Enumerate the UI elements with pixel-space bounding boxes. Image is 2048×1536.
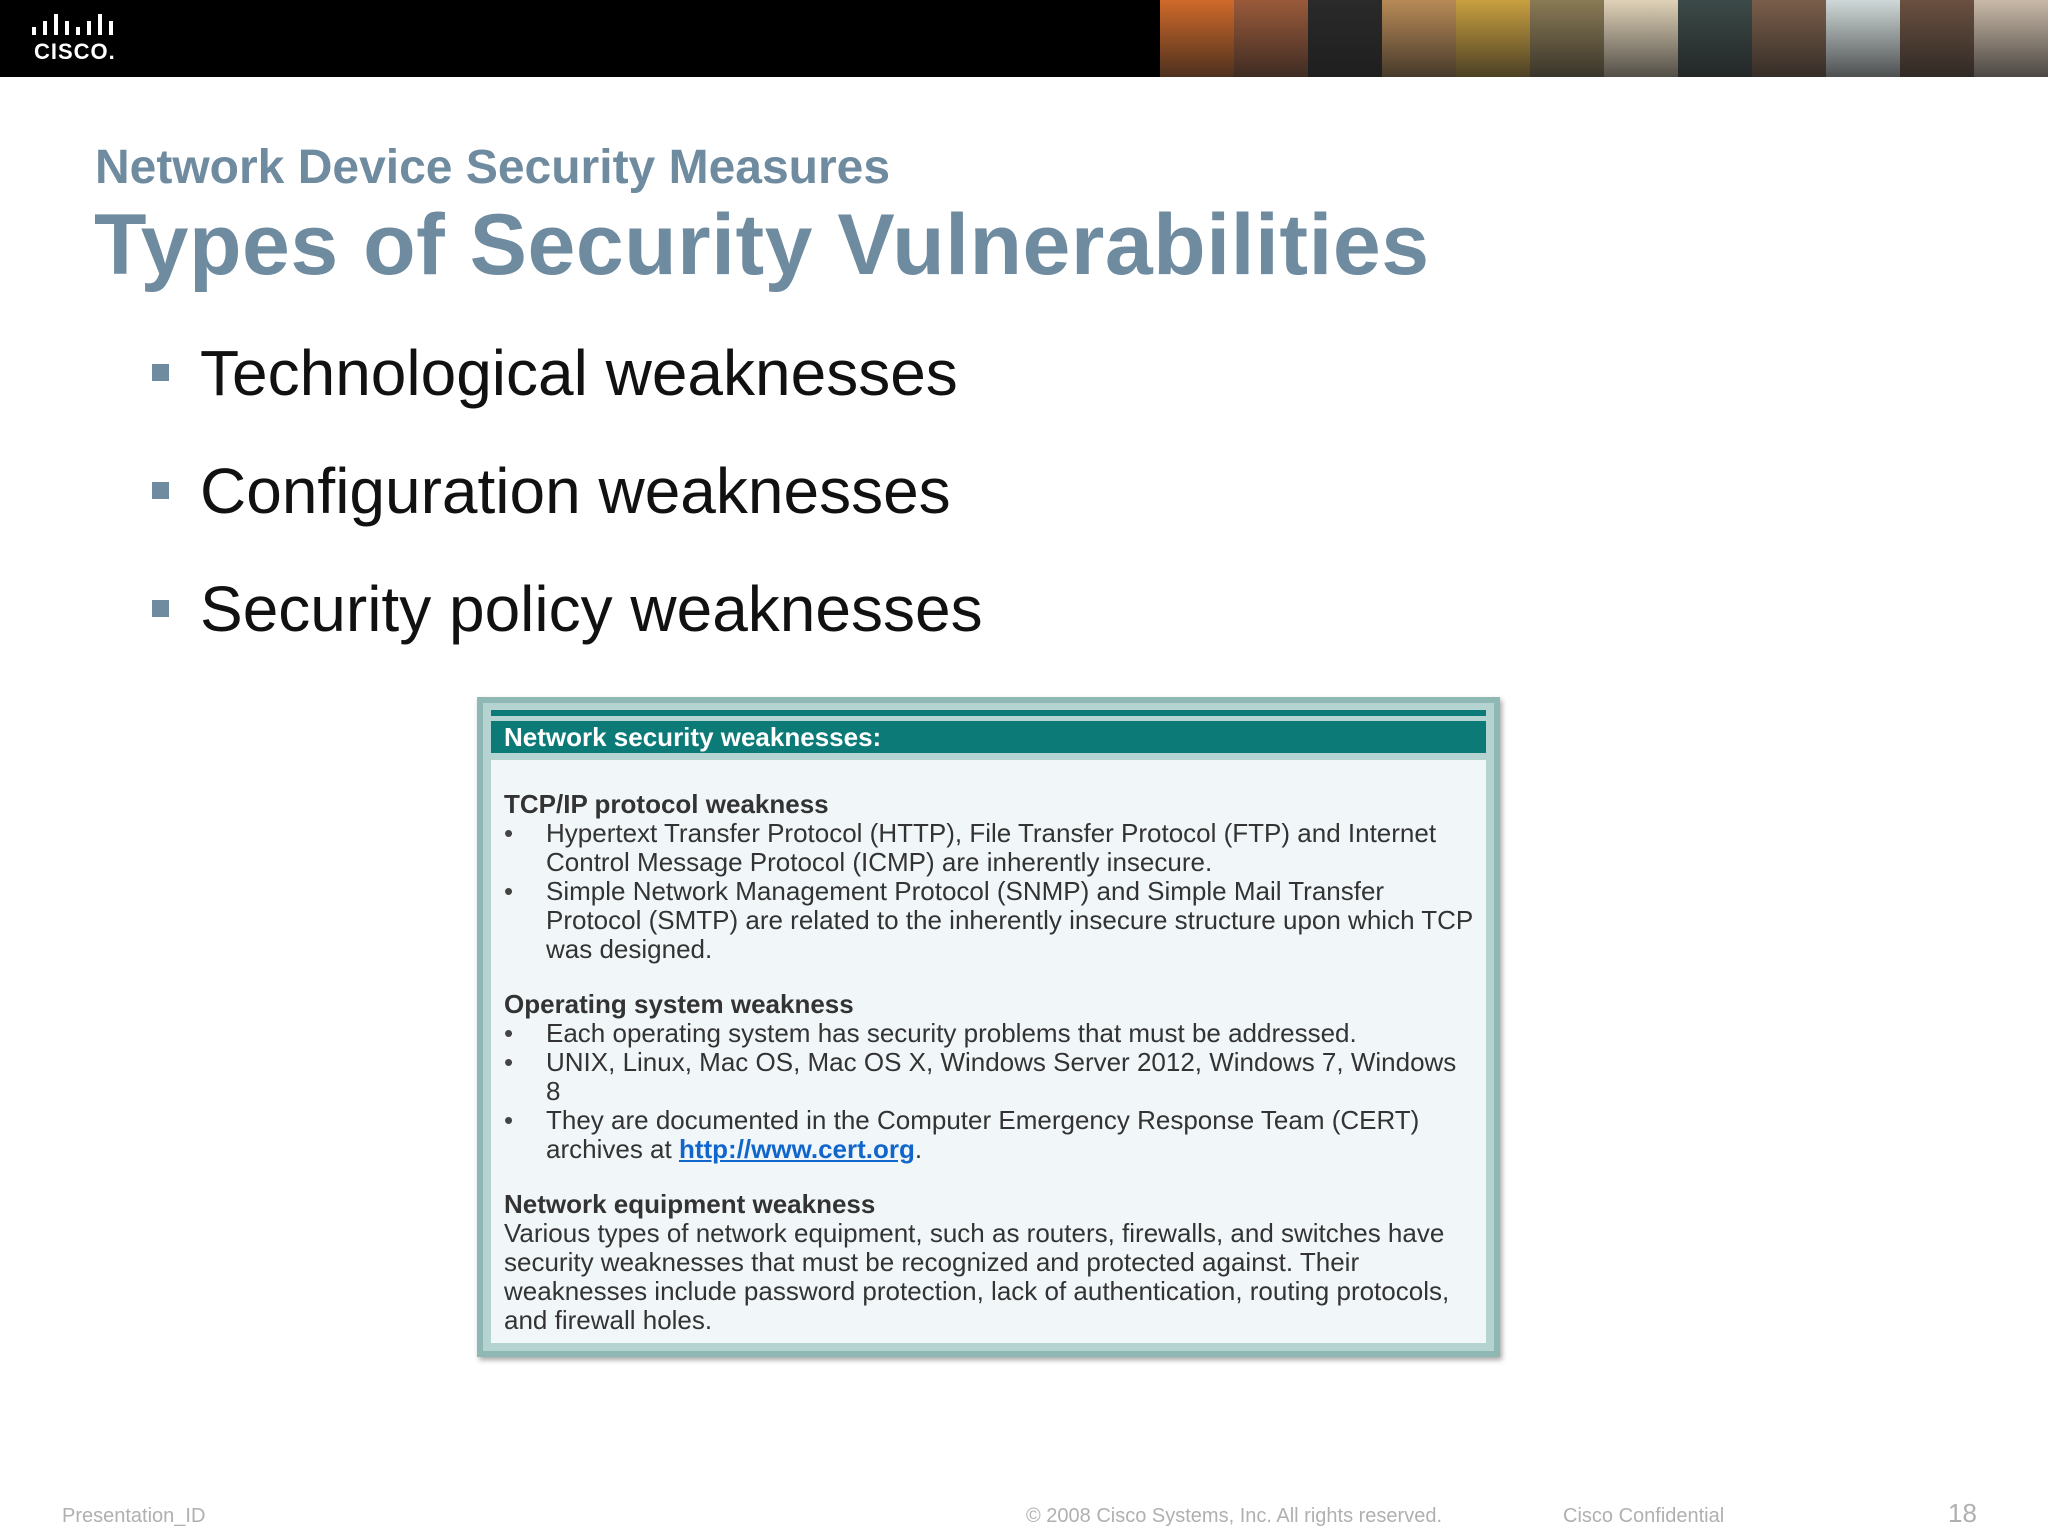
bullet-dot-icon: • [504,818,514,848]
section-heading: TCP/IP protocol weakness [504,789,829,819]
section-heading: Operating system weakness [504,989,854,1019]
footer-presentation-id: Presentation_ID [62,1505,206,1527]
bullet-dot-icon: • [504,1105,514,1135]
figure-frame [483,703,1494,1351]
section-list [504,1019,1474,1164]
footer-confidential: Cisco Confidential [1563,1505,1725,1527]
section-list [504,819,1474,964]
bullet-list [150,336,983,690]
list-item [504,1106,1474,1164]
banner-photo [1900,0,1974,77]
section-operating-system [504,990,1474,1164]
photo-strip [1160,0,2048,77]
cisco-logo-text: CISCO. [34,39,116,64]
banner-photo [1826,0,1900,77]
cisco-logo [30,14,120,62]
banner-photo [1308,0,1382,77]
square-bullet-icon [152,364,169,381]
square-bullet-icon [152,600,169,617]
banner-photo [1604,0,1678,77]
bullet-dot-icon: • [504,876,514,906]
list-item-text: Simple Network Management Protocol (SNMP) and Simple Mail Transfer Protocol (SMTP) are related to the inherently insecure structure upon which TCP was designed. [546,876,1473,964]
list-item-text: Each operating system has security problems that must be addressed. [546,1018,1357,1048]
list-item [504,819,1474,877]
section-paragraph: Various types of network equipment, such as routers, firewalls, and switches have security weaknesses that must be recognized and protected against. Their weaknesses include password protection, lack of authentication, routing protocols, and firewall holes. [504,1218,1450,1335]
bullet-text: Technological weaknesses [200,337,958,409]
section-heading: Network equipment weakness [504,1189,876,1219]
bullet-item [150,336,983,454]
network-weaknesses-figure [477,697,1500,1357]
figure-header: Network security weaknesses: [491,721,1486,753]
footer-copyright: © 2008 Cisco Systems, Inc. All rights reserved. [1026,1505,1443,1527]
bullet-dot-icon: • [504,1047,514,1077]
banner-photo [1678,0,1752,77]
cert-link[interactable]: http://www.cert.org [678,1134,915,1164]
banner-photo [1974,0,2048,77]
page-number: 18 [1948,1498,1977,1528]
slide-title: Types of Security Vulnerabilities [94,197,1430,293]
list-item [504,1048,1474,1106]
banner-photo [1234,0,1308,77]
banner-photo [1456,0,1530,77]
list-item [504,877,1474,964]
bullet-dot-icon: • [504,1018,514,1048]
square-bullet-icon [152,482,169,499]
figure-body [491,760,1486,1343]
banner-photo [1752,0,1826,77]
section-tcpip [504,790,1474,964]
banner-photo [1160,0,1234,77]
top-banner [0,0,2048,77]
bullet-item [150,454,983,572]
bullet-text: Security policy weaknesses [200,573,983,645]
bullet-text: Configuration weaknesses [200,455,951,527]
list-item [504,1019,1474,1048]
bullet-item [150,572,983,690]
list-item-text: Hypertext Transfer Protocol (HTTP), File Transfer Protocol (FTP) and Internet Control Message Protocol (ICMP) are inherently insecure. [546,818,1437,877]
slide-subtitle: Network Device Security Measures [95,141,891,194]
section-network-equipment [504,1190,1474,1335]
banner-photo [1530,0,1604,77]
list-item-text: UNIX, Linux, Mac OS, Mac OS X, Windows Server 2012, Windows 7, Windows 8 [546,1047,1457,1106]
list-item-suffix: . [914,1134,923,1164]
figure-top-rule [491,710,1486,716]
list-item-text: They are documented in the Computer Emergency Response Team (CERT) archives at [546,1105,1420,1164]
banner-photo [1382,0,1456,77]
cisco-bars-icon [32,14,118,40]
